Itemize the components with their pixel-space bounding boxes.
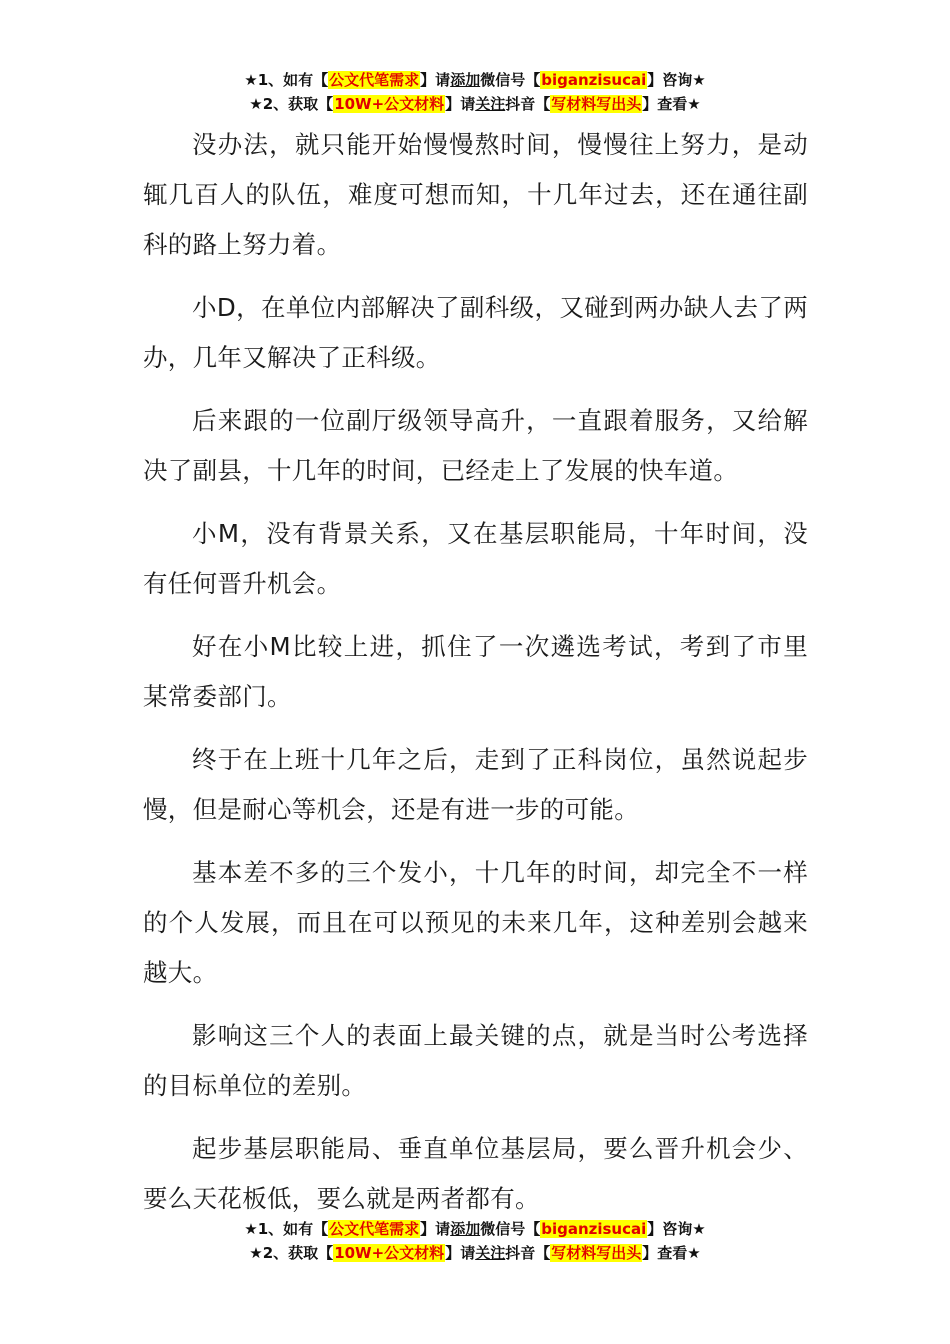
- banner-underlined: 关注: [475, 1244, 506, 1262]
- paragraph: 基本差不多的三个发小，十几年的时间，却完全不一样的个人发展，而且在可以预见的未来几年，这种差别会越来越大。: [143, 858, 808, 987]
- banner-underlined: 添加: [450, 1220, 481, 1238]
- banner-text: 抖音【: [505, 1244, 551, 1262]
- paragraph: 没办法，就只能开始慢慢熬时间，慢慢往上努力，是动辄几百人的队伍，难度可想而知，十几年过去，还在通往副科的路上努力着。: [143, 130, 808, 259]
- banner-text: ★2、获取【: [249, 1244, 334, 1262]
- banner-text: 】请: [420, 71, 451, 89]
- document-body: [143, 120, 808, 1237]
- banner-highlight: 公文代笔需求: [329, 71, 420, 89]
- banner-text: ★1、如有【: [244, 71, 329, 89]
- banner-text: 抖音【: [505, 95, 551, 113]
- paragraph: 小D，在单位内部解决了副科级，又碰到两办缺人去了两办，几年又解决了正科级。: [143, 293, 808, 372]
- footer-banner: [0, 1217, 950, 1265]
- paragraph: 后来跟的一位副厅级领导高升，一直跟着服务，又给解决了副县，十几年的时间，已经走上了发展的快车道。: [143, 406, 808, 485]
- banner-line-2: [0, 92, 950, 116]
- banner-text: 】请: [420, 1220, 451, 1238]
- banner-text: 】咨询★: [647, 1220, 706, 1238]
- banner-text: 】查看★: [642, 95, 701, 113]
- banner-text: 微信号【: [480, 1220, 541, 1238]
- banner-text: ★2、获取【: [249, 95, 334, 113]
- banner-line-2: [0, 1241, 950, 1265]
- banner-line-1: [0, 68, 950, 92]
- paragraph: 终于在上班十几年之后，走到了正科岗位，虽然说起步慢，但是耐心等机会，还是有进一步的可能。: [143, 745, 808, 824]
- banner-text: 】请: [445, 95, 476, 113]
- banner-highlight-wechat-id: biganzisucai: [541, 1220, 647, 1238]
- banner-text: ★1、如有【: [244, 1220, 329, 1238]
- banner-text: 】查看★: [642, 1244, 701, 1262]
- paragraph: 起步基层职能局、垂直单位基层局，要么晋升机会少、要么天花板低，要么就是两者都有。: [143, 1134, 808, 1213]
- banner-highlight-douyin-name: 写材料写出头: [551, 1244, 642, 1262]
- paragraph: 小M，没有背景关系，又在基层职能局，十年时间，没有任何晋升机会。: [143, 519, 808, 598]
- banner-text: 微信号【: [480, 71, 541, 89]
- banner-text: 】咨询★: [647, 71, 706, 89]
- paragraph: 影响这三个人的表面上最关键的点，就是当时公考选择的目标单位的差别。: [143, 1021, 808, 1100]
- banner-line-1: [0, 1217, 950, 1241]
- banner-underlined: 关注: [475, 95, 506, 113]
- banner-highlight: 10W+公文材料: [334, 95, 445, 113]
- banner-underlined: 添加: [450, 71, 481, 89]
- banner-highlight: 公文代笔需求: [329, 1220, 420, 1238]
- banner-text: 】请: [445, 1244, 476, 1262]
- banner-highlight-wechat-id: biganzisucai: [541, 71, 647, 89]
- header-banner: [0, 68, 950, 116]
- banner-highlight-douyin-name: 写材料写出头: [551, 95, 642, 113]
- paragraph: 好在小M比较上进，抓住了一次遴选考试，考到了市里某常委部门。: [143, 632, 808, 711]
- banner-highlight: 10W+公文材料: [334, 1244, 445, 1262]
